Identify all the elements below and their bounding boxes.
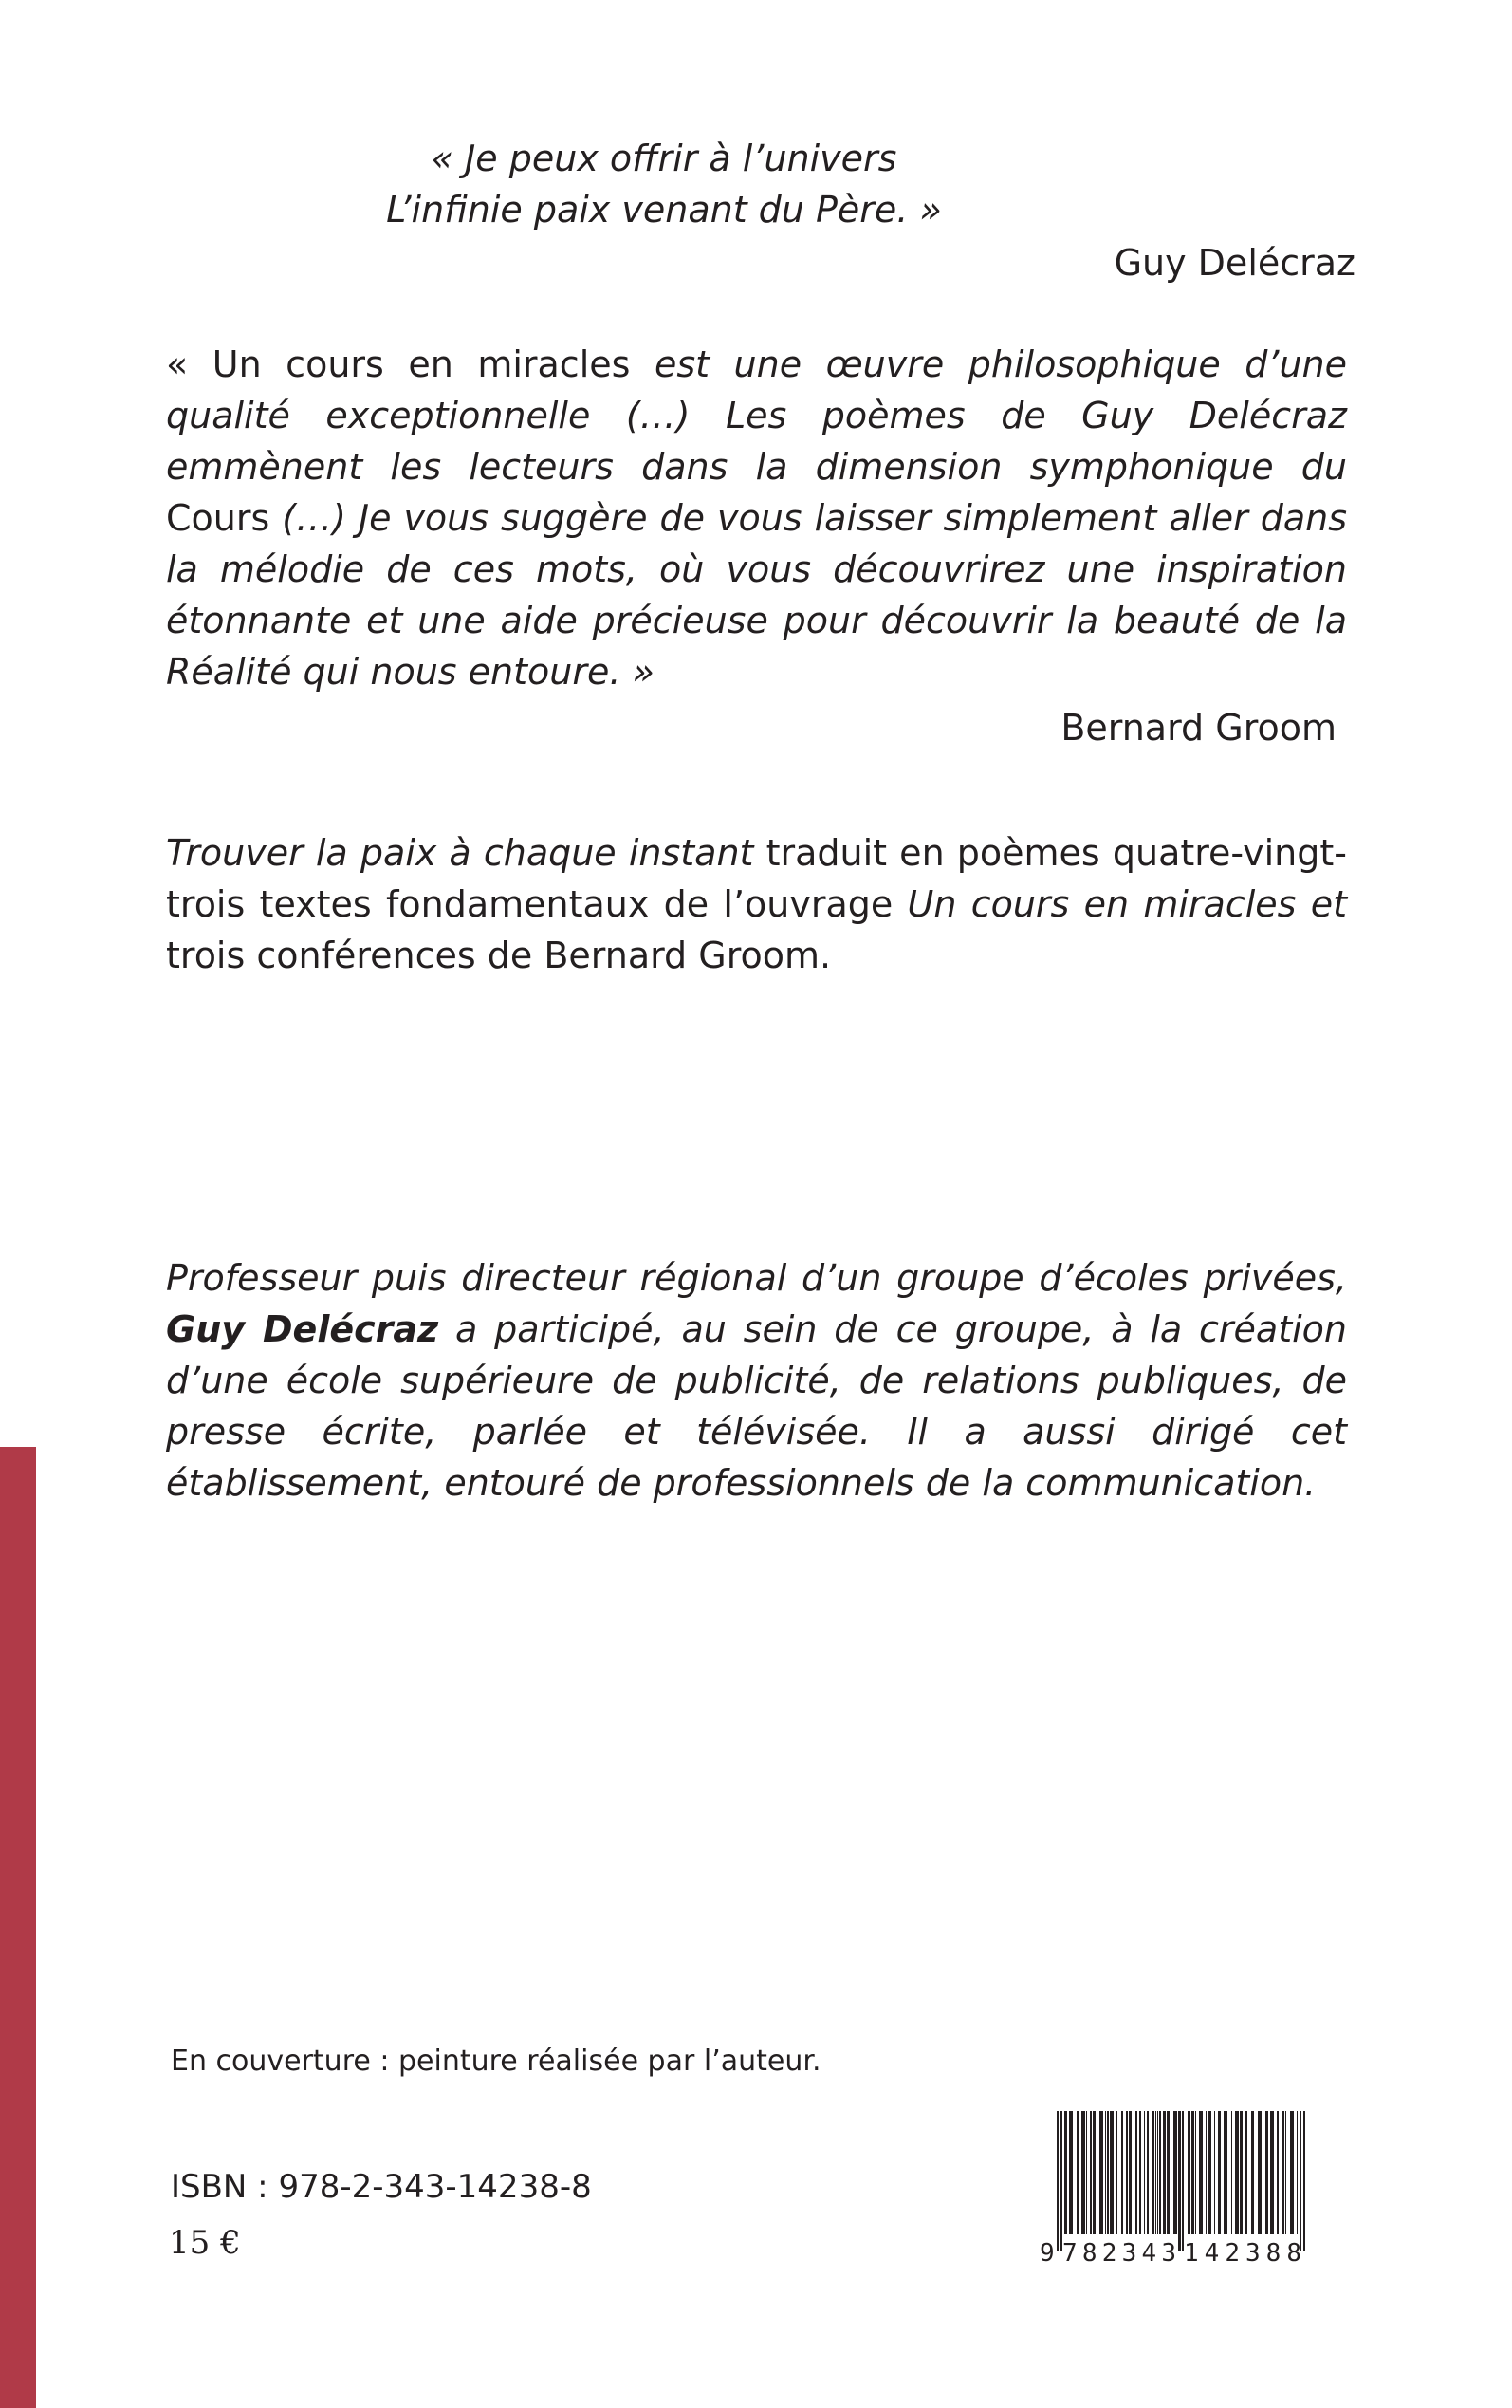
side-accent-bar bbox=[0, 1447, 36, 2408]
barcode-bar bbox=[1135, 2111, 1137, 2234]
epigraph-line-1: « Je peux offrir à l’univers bbox=[431, 138, 897, 179]
barcode-bar bbox=[1159, 2111, 1161, 2234]
barcode-bar bbox=[1110, 2111, 1114, 2234]
endorsement-quote bbox=[166, 339, 1347, 697]
epigraph bbox=[332, 133, 996, 235]
barcode-bar bbox=[1270, 2111, 1274, 2234]
barcode-bar bbox=[1297, 2111, 1298, 2234]
summary-text-1: traduit en poèmes quatre-vingt-trois textes fondamentaux de l’ouvrage bbox=[166, 832, 1347, 925]
barcode-bar bbox=[1167, 2111, 1170, 2234]
cover-credit: En couverture : peinture réalisée par l’auteur. bbox=[171, 2045, 821, 2078]
barcode-digits-right: 142388 bbox=[1184, 2239, 1301, 2266]
barcode-bar bbox=[1139, 2111, 1141, 2234]
barcode-bar bbox=[1147, 2111, 1149, 2234]
barcode-bar bbox=[1300, 2111, 1301, 2251]
author-bio bbox=[166, 1252, 1347, 1509]
barcode-bar bbox=[1081, 2111, 1085, 2234]
barcode-bar bbox=[1245, 2111, 1247, 2234]
barcode-bar bbox=[1235, 2111, 1239, 2234]
bio-author-name: Guy Delécraz bbox=[166, 1308, 439, 1350]
barcode-bar bbox=[1090, 2111, 1092, 2234]
barcode-bar bbox=[1303, 2111, 1305, 2251]
price: 15 € bbox=[169, 2224, 241, 2262]
barcode-digit-first: 9 bbox=[1040, 2239, 1055, 2266]
bio-text-1: Professeur puis directeur régional d’un groupe d’écoles privées, bbox=[166, 1257, 1347, 1299]
barcode-bar bbox=[1265, 2111, 1268, 2234]
barcode-bar bbox=[1064, 2111, 1067, 2234]
barcode-bar bbox=[1290, 2111, 1294, 2234]
barcode-bar bbox=[1077, 2111, 1079, 2234]
barcode-bar bbox=[1152, 2111, 1154, 2234]
quote-body-2: (…) Je vous suggère de vous laisser simplement aller dans la mélodie de ces mots, où vous découvrirez une inspiration étonnante et une aide précieuse pour découvrir la beauté de la Réalité qui nous entoure. » bbox=[166, 497, 1347, 693]
barcode-bar bbox=[1157, 2111, 1158, 2234]
epigraph-line-2: L’infinie paix venant du Père. » bbox=[386, 189, 942, 231]
barcode-bar bbox=[1093, 2111, 1096, 2234]
isbn-barcode bbox=[1034, 2109, 1318, 2266]
barcode-bar bbox=[1277, 2111, 1279, 2234]
barcode-bar bbox=[1069, 2111, 1073, 2234]
quote-book-title: Un cours en miracles bbox=[212, 343, 631, 385]
barcode-bar bbox=[1285, 2111, 1286, 2234]
barcode-digits-left: 782343 bbox=[1062, 2239, 1176, 2266]
barcode-bar bbox=[1258, 2111, 1262, 2234]
barcode-bar bbox=[1126, 2111, 1128, 2234]
barcode-bar bbox=[1173, 2111, 1177, 2234]
barcode-bar bbox=[1086, 2111, 1087, 2234]
barcode-bar bbox=[1116, 2111, 1117, 2234]
barcode-bar bbox=[1208, 2111, 1211, 2234]
quote-body: est une œuvre philosophique d’une qualité exceptionnelle (…) Les poèmes de Guy Delécraz emmènent les lecteurs dans la dimension symphonique du bbox=[166, 343, 1347, 488]
barcode-bar bbox=[1105, 2111, 1106, 2234]
barcode-bar bbox=[1060, 2111, 1062, 2251]
quote-author: Bernard Groom bbox=[1060, 707, 1337, 749]
quote-open: « bbox=[166, 343, 212, 385]
barcode-bar bbox=[1163, 2111, 1166, 2234]
barcode-bar bbox=[1129, 2111, 1132, 2234]
barcode-bar bbox=[1218, 2111, 1221, 2234]
barcode-bar bbox=[1199, 2111, 1203, 2234]
summary-work: Un cours en miracles et bbox=[907, 883, 1347, 925]
barcode-bar bbox=[1099, 2111, 1103, 2234]
barcode-bar bbox=[1240, 2111, 1243, 2234]
barcode-bar bbox=[1191, 2111, 1194, 2234]
barcode-bar bbox=[1231, 2111, 1232, 2234]
barcode-bar bbox=[1214, 2111, 1215, 2234]
barcode-bar bbox=[1155, 2111, 1156, 2234]
barcode-bar bbox=[1251, 2111, 1254, 2234]
barcode-bar bbox=[1182, 2111, 1184, 2251]
bio-text-2: a participé, au sein de ce groupe, à la création d’une école supérieure de publicité, de relations publiques, de presse écrite, parlée et télévisée. Il a aussi dirigé cet établissement, entouré de professionnels de la communication. bbox=[166, 1308, 1347, 1504]
summary-title: Trouver la paix à chaque instant bbox=[166, 832, 754, 874]
isbn: ISBN : 978-2-343-14238-8 bbox=[171, 2168, 592, 2206]
summary-text-2: trois conférences de Bernard Groom. bbox=[166, 935, 832, 976]
quote-cours: Cours bbox=[166, 497, 270, 539]
barcode-bar bbox=[1224, 2111, 1227, 2234]
book-summary bbox=[166, 827, 1347, 981]
barcode-bar bbox=[1144, 2111, 1145, 2234]
barcode-bar bbox=[1121, 2111, 1123, 2234]
barcode-bar bbox=[1178, 2111, 1181, 2251]
barcode-bars bbox=[1057, 2111, 1305, 2251]
barcode-bar bbox=[1206, 2111, 1207, 2234]
barcode-bar bbox=[1282, 2111, 1284, 2234]
barcode-bar bbox=[1107, 2111, 1109, 2234]
barcode-bar bbox=[1195, 2111, 1196, 2234]
barcode-bar bbox=[1057, 2111, 1059, 2251]
barcode-bar bbox=[1188, 2111, 1190, 2234]
epigraph-author: Guy Delécraz bbox=[1114, 242, 1355, 284]
